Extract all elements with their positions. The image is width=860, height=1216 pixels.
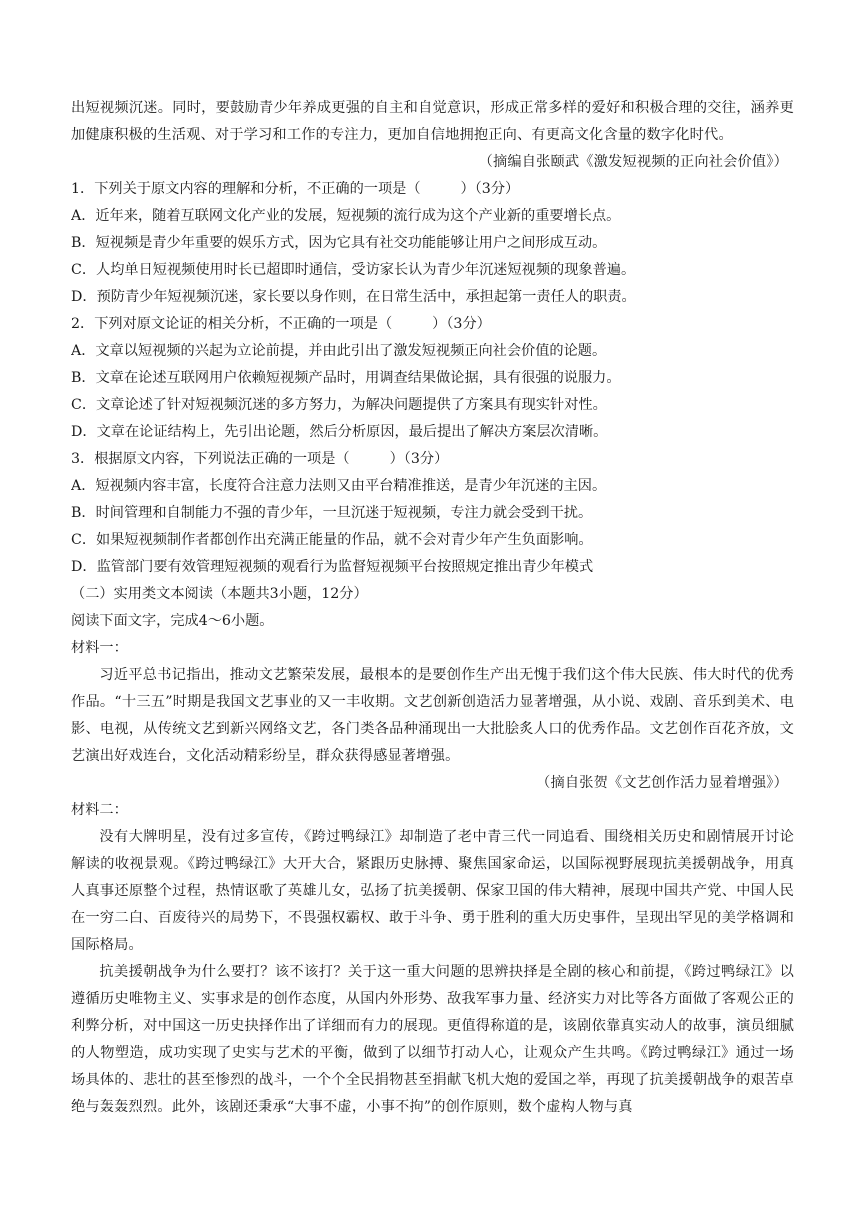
question-stem bbox=[71, 446, 794, 473]
option-b: B．文章在论述互联网用户依赖短视频产品时，用调查结果做论据，具有很强的说服力。 bbox=[71, 370, 621, 386]
option-a: A．近年来，随着互联网文化产业的发展，短视频的流行成为这个产业新的重要增长点。 bbox=[71, 208, 621, 224]
question-stem-text: 3．根据原文内容，下列说法正确的一项是（ bbox=[71, 451, 350, 467]
material-2-label: 材料二： bbox=[71, 802, 128, 818]
material-2-paragraph-1: 没有大牌明星，没有过多宣传，《跨过鸭绿江》却制造了老中青三代一同追看、围绕相关历史和剧情展开讨论解读的收视景观。《跨过鸭绿江》大开大合，紧跟历史脉搏、聚焦国家命运，以国际视野展现抗美援朝战争，用真人真事还原整个过程，热情讴歌了英雄儿女，弘扬了抗美援朝、保家卫国的伟大精神，展现中国共产党、中国人民在一穷二白、百废待兴的局势下，不畏强权霸权、敢于斗争、勇于胜利的重大历史事件，呈现出罕见的美学格调和国际格局。 bbox=[71, 829, 794, 953]
option-c: C．人均单日短视频使用时长已超即时通信，受访家长认为青少年沉迷短视频的现象普遍。 bbox=[71, 262, 636, 278]
intro-source: （摘编自张颐武《激发短视频的正向社会价值》） bbox=[478, 154, 788, 170]
question-points: ）（3分） bbox=[432, 316, 491, 332]
question-stem bbox=[71, 311, 794, 338]
option-c: C．文章论述了针对短视频沉迷的多方努力，为解决问题提供了方案具有现实针对性。 bbox=[71, 397, 607, 413]
option-b: B．时间管理和自制能力不强的青少年，一旦沉迷于短视频，专注力就会受到干扰。 bbox=[71, 505, 593, 521]
section-heading: （二）实用类文本阅读（本题共3小题，12分） bbox=[71, 586, 368, 602]
question-2 bbox=[71, 311, 794, 446]
question-1 bbox=[71, 176, 794, 311]
option-c: C．如果短视频制作者都创作出充满正能量的作品，就不会对青少年产生负面影响。 bbox=[71, 532, 593, 548]
option-a: A．文章以短视频的兴起为立论前提，并由此引出了激发短视频正向社会价值的论题。 bbox=[71, 343, 607, 359]
question-stem bbox=[71, 176, 794, 203]
material-2-paragraph-2: 抗美援朝战争为什么要打？该不该打？关于这一重大问题的思辨抉择是全剧的核心和前提，《跨过鸭绿江》以遵循历史唯物主义、实事求是的创作态度，从国内外形势、敌我军事力量、经济实力对比等各方面做了客观公正的利弊分析，对中国这一历史抉择作出了详细而有力的展现。更值得称道的是，该剧依靠真实动人的故事，演员细腻的人物塑造，成功实现了史实与艺术的平衡，做到了以细节打动人心，让观众产生共鸣。《跨过鸭绿江》通过一场场具体的、悲壮的甚至惨烈的战斗，一个个全民捐物甚至捐献飞机大炮的爱国之举，再现了抗美援朝战争的艰苦卓绝与轰轰烈烈。此外，该剧还秉承“大事不虚，小事不拘”的创作原则，数个虚构人物与真 bbox=[71, 964, 794, 1115]
option-d: D．预防青少年短视频沉迷，家长要以身作则，在日常生活中，承担起第一责任人的职责。 bbox=[71, 289, 636, 305]
option-d: D．监管部门要有效管理短视频的观看行为监督短视频平台按照规定推出青少年模式 bbox=[71, 559, 594, 575]
question-stem-text: 1．下列关于原文内容的理解和分析，不正确的一项是（ bbox=[71, 181, 421, 197]
option-a: A．短视频内容丰富，长度符合注意力法则又由平台精准推送，是青少年沉迷的主因。 bbox=[71, 478, 607, 494]
option-b: B．短视频是青少年重要的娱乐方式，因为它具有社交功能能够让用户之间形成互动。 bbox=[71, 235, 607, 251]
question-3 bbox=[71, 446, 794, 581]
question-points: ）（3分） bbox=[460, 181, 520, 197]
material-1-text: 习近平总书记指出，推动文艺繁荣发展，最根本的是要创作生产出无愧于我们这个伟大民族、伟大时代的优秀作品。“十三五”时期是我国文艺事业的又一丰收期。文艺创新创造活力显著增强，从小说、戏剧、音乐到美术、电影、电视，从传统文艺到新兴网络文艺，各门类各品种涌现出一大批脍炙人口的优秀作品。文艺创作百花齐放，文艺演出好戏连台，文化活动精彩纷呈，群众获得感显著增强。 bbox=[71, 667, 794, 764]
question-stem-text: 2．下列对原文论证的相关分析，不正确的一项是（ bbox=[71, 316, 393, 332]
section-instruction: 阅读下面文字，完成4～6小题。 bbox=[71, 613, 274, 629]
material-1-source: （摘自张贺《文艺创作活力显着增强》） bbox=[536, 775, 788, 791]
intro-continuation: 出短视频沉迷。同时，要鼓励青少年养成更强的自主和自觉意识，形成正常多样的爱好和积极合理的交往，涵养更加健康积极的生活观、对于学习和工作的专注力，更加自信地拥抱正向、有更高文化含量的数字化时代。 bbox=[71, 100, 794, 143]
material-1-label: 材料一： bbox=[71, 640, 128, 656]
question-points: ）（3分） bbox=[389, 451, 449, 467]
option-d: D．文章在论证结构上，先引出论题，然后分析原因，最后提出了解决方案层次清晰。 bbox=[71, 424, 608, 440]
